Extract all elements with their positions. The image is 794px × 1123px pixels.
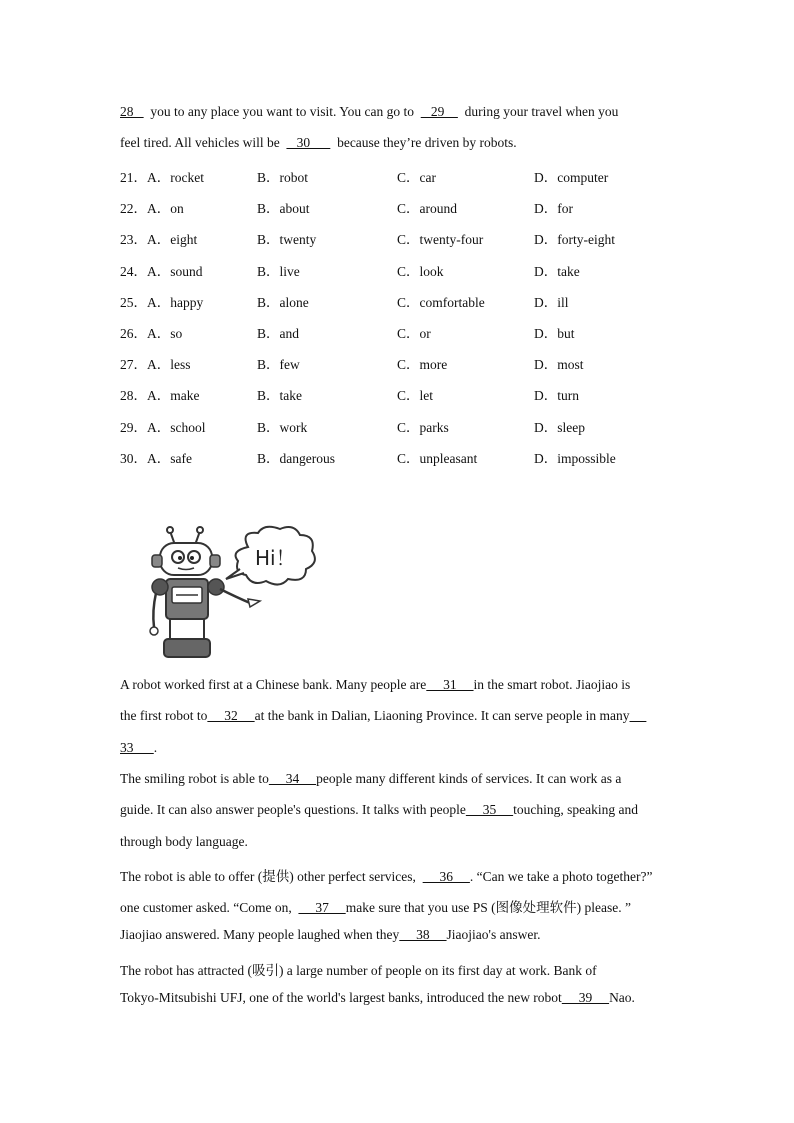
option-b: B．robot [257,170,309,185]
text-segment: A robot worked first at a Chinese bank. Many people are [120,677,427,692]
text-segment: make sure that you use PS (图像处理软件) please. ” [345,900,632,916]
text-segment: The smiling robot is able to [120,770,269,786]
blank-number [630,708,647,723]
text-segment: Nao. [609,990,635,1005]
text-segment: The robot has attracted (吸引) a large number of people on its first day at work. Bank of [120,962,597,978]
passage1-line-2 [120,135,517,151]
text-segment: people many different kinds of services. It can work as a [316,770,622,786]
text-segment: at the bank in Dalian, Liaoning Province. It can serve people in many [254,708,630,724]
passage2-line [120,708,685,724]
option-d: D．ill [534,294,569,310]
option-a: 26．A．so [120,326,183,341]
option-a: 30．A．safe [120,450,192,466]
option-row [120,384,680,402]
option-b: B．live [257,263,300,279]
text-segment: you to any place you want to visit. You can go to [143,104,421,119]
passage2-line [120,834,685,850]
text-segment: because they’re driven by robots. [330,135,517,150]
text-segment: feel tired. All vehicles will be [120,135,287,150]
option-d: D．impossible [534,450,616,466]
text-segment: through body language. [120,833,248,849]
passage1-line-1 [120,104,618,120]
passage2-line [120,771,685,787]
option-d: D．turn [534,388,579,404]
passage2-line [120,677,685,693]
option-row [120,228,680,246]
blank-number: 31 [426,677,474,692]
option-b: B．take [257,388,302,404]
option-row [120,322,680,340]
passage2-line [120,896,685,916]
passage2-line [120,802,685,818]
option-c: C．twenty-four [397,232,484,248]
passage2-line [120,959,685,979]
option-row [120,447,680,465]
option-a: 22．A．on [120,201,184,217]
option-row [120,260,680,278]
blank-number: 29 [420,104,458,119]
text-segment: touching, speaking and [513,802,638,818]
option-a: 28．A．make [120,388,200,404]
text-segment: Jiaojiao answered. Many people laughed when they [120,927,400,943]
option-a: 21．A．rocket [120,170,204,185]
speech-bubble [226,527,315,585]
option-d: D．forty-eight [534,232,615,248]
text-segment: in the smart robot. Jiaojiao is [473,677,631,692]
option-d: D．but [534,326,575,341]
option-row [120,353,680,371]
text-segment: Jiaojiao's answer. [446,927,541,943]
option-a: 27．A．less [120,357,191,373]
option-c: C．around [397,201,457,217]
blank-number: 39 [561,990,610,1005]
blank-number: 30 [286,135,331,150]
blank-number: 34 [268,770,317,786]
blank-number: 33 [120,739,154,755]
robot-illustration [140,525,320,665]
blank-number: 36 [422,868,470,884]
passage2-line [120,927,685,943]
text-segment: The robot is able to offer (提供) other perfect services, [120,868,423,884]
text-segment: one customer asked. “Come on, [120,900,299,916]
option-d: D．for [534,201,573,217]
blank-number: 37 [298,900,346,916]
text-segment: during your travel when you [457,104,619,119]
option-a: 25．A．happy [120,294,204,310]
option-row [120,291,680,309]
option-row [120,166,680,184]
text-segment: . [153,739,158,755]
speech-bubble-text: Hi！ [255,546,296,570]
text-segment: Tokyo-Mitsubishi UFJ, one of the world's largest banks, introduced the new robot [120,990,562,1005]
option-b: B．alone [257,294,309,310]
option-b: B．and [257,326,299,341]
blank-number: 28 [120,104,144,119]
option-c: C．unpleasant [397,450,478,466]
option-b: B．about [257,201,310,217]
option-c: C．or [397,326,431,341]
text-segment: . “Can we take a photo together?” [469,868,653,884]
option-d: D．most [534,357,584,373]
text-segment: guide. It can also answer people's questions. It talks with people [120,802,466,818]
option-row [120,197,680,215]
option-c: C．parks [397,419,449,435]
passage2-line [120,990,685,1006]
option-c: C．more [397,357,448,373]
option-b: B．work [257,419,308,435]
passage2-line [120,865,685,885]
blank-number: 38 [399,927,447,943]
option-a: 29．A．school [120,419,206,435]
option-d: D．take [534,263,580,279]
option-b: B．twenty [257,232,317,248]
option-c: C．comfortable [397,294,485,310]
blank-number: 32 [207,708,255,724]
option-a: 24．A．sound [120,263,203,279]
option-d: D．sleep [534,419,585,435]
option-d: D．computer [534,170,609,185]
option-c: C．let [397,388,433,404]
blank-number: 35 [465,802,514,818]
option-b: B．dangerous [257,450,335,466]
option-c: C．look [397,263,444,279]
option-a: 23．A．eight [120,232,198,248]
option-c: C．car [397,170,436,185]
text-segment: the first robot to [120,708,208,724]
option-row [120,416,680,434]
passage2-line [120,740,685,756]
option-b: B．few [257,357,300,373]
